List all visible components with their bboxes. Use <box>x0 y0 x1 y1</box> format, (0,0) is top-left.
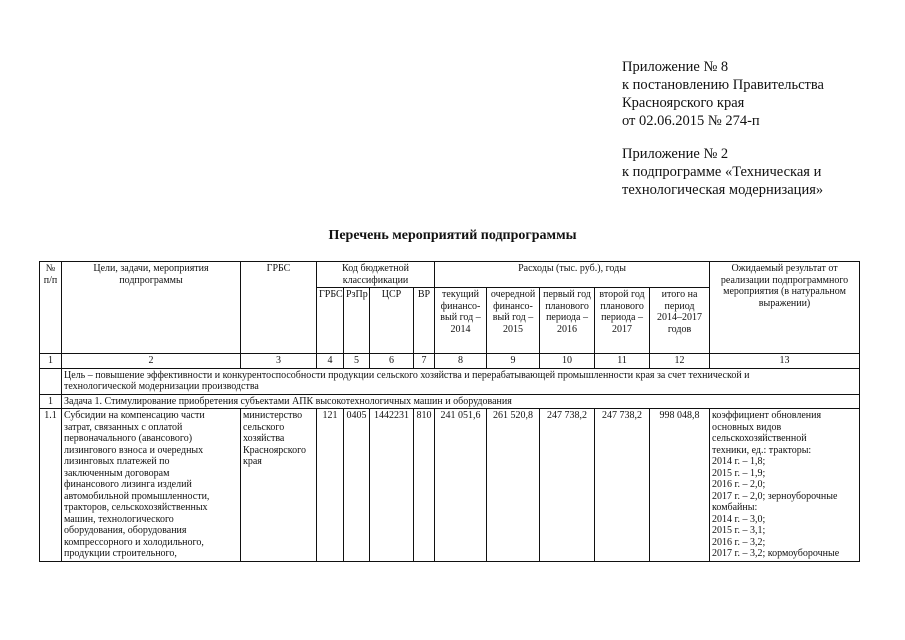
header-block <box>622 58 892 214</box>
header-num: № п/п <box>40 262 62 354</box>
column-numbers-row <box>40 354 860 369</box>
column-number: 10 <box>540 354 595 369</box>
measure-text-line: затрат, связанных с оплатой <box>64 421 183 433</box>
measure-result-line: 2017 г. – 2,0; зерноуборочные <box>712 490 838 502</box>
header-row-1 <box>40 262 860 288</box>
header-code-csr: ЦСР <box>370 288 414 354</box>
measure-grbs <box>241 409 317 562</box>
measure-result-line: 2016 г. – 2,0; <box>712 479 766 490</box>
measure-result-line: техники, ед.: тракторы: <box>712 444 812 456</box>
measure-result-line: 2014 г. – 1,8; <box>712 456 766 467</box>
header-code-vr: ВР <box>414 288 435 354</box>
measure-code-grbs: 121 <box>317 409 344 562</box>
measure-text-line: продукции строительного, <box>64 548 177 559</box>
column-number: 3 <box>241 354 317 369</box>
header-expense-2016: первый год планового периода – 2016 <box>540 288 595 354</box>
column-number: 9 <box>487 354 540 369</box>
header-expense-2014: текущий финансо-вый год – 2014 <box>435 288 487 354</box>
header-code-rzpr: РзПр <box>344 288 370 354</box>
measure-result-line: коэффициент обновления <box>712 410 822 421</box>
header-code-group: Код бюджетной классификации <box>317 262 435 288</box>
appendix-2-line: к подпрограмме «Техническая и <box>622 164 822 180</box>
measure-grbs-line: министерство <box>243 410 303 421</box>
measure-code-csr: 1442231 <box>370 409 414 562</box>
column-number: 5 <box>344 354 370 369</box>
document-title: Перечень мероприятий подпрограммы <box>328 228 577 243</box>
measure-result-line: сельскохозяйственной <box>712 433 807 444</box>
appendix-8-line: Приложение № 8 <box>622 59 729 75</box>
appendix-8-line: Красноярского края <box>622 95 745 111</box>
measure-text-line: лизинговых платежей по <box>64 456 170 467</box>
measure-result-line: 2014 г. – 3,0; <box>712 513 766 525</box>
measure-text-line: Субсидии на компенсацию части <box>64 410 205 421</box>
task-row <box>40 394 860 409</box>
measure-text-line: первоначального (авансового) <box>64 433 193 444</box>
column-number: 2 <box>62 354 241 369</box>
measure-result-line: 2015 г. – 3,1; <box>712 525 766 536</box>
appendix-8-line: к постановлению Правительства <box>622 77 824 93</box>
column-number: 7 <box>414 354 435 369</box>
measure-code-vr: 810 <box>414 409 435 562</box>
appendix-8-line: от 02.06.2015 № 274-п <box>622 113 760 129</box>
measure-text-line: тракторов, сельскохозяйственных <box>64 502 208 513</box>
column-number: 8 <box>435 354 487 369</box>
header-expenses-group: Расходы (тыс. руб.), годы <box>435 262 710 288</box>
measure-row <box>40 409 860 562</box>
column-number: 1 <box>40 354 62 369</box>
measure-text-line: заключенным договорам <box>64 467 170 479</box>
header-expense-2015: очередной финансо-вый год – 2015 <box>487 288 540 354</box>
header-expense-2017: второй год планового периода – 2017 <box>595 288 650 354</box>
measure-grbs-line: края <box>243 456 262 467</box>
appendix-2-block <box>622 145 892 199</box>
measure-result-line: 2015 г. – 1,9; <box>712 467 766 479</box>
measure-grbs-line: сельского <box>243 421 285 433</box>
column-number: 6 <box>370 354 414 369</box>
goal-num-cell <box>40 368 62 394</box>
measure-result-line: 2017 г. – 3,2; кормоуборочные <box>712 548 840 559</box>
measure-text-line: компрессорного и холодильного, <box>64 536 204 548</box>
measure-expense-total: 998 048,8 <box>650 409 710 562</box>
measure-text-line: финансового лизинга изделий <box>64 479 192 490</box>
measure-text-line: машин, технологического <box>64 513 174 525</box>
goal-text <box>62 368 860 394</box>
header-grbs: ГРБС <box>241 262 317 354</box>
measure-num: 1.1 <box>40 409 62 562</box>
header-expense-total: итого на период 2014–2017 годов <box>650 288 710 354</box>
measure-code-rzpr: 0405 <box>344 409 370 562</box>
column-number: 11 <box>595 354 650 369</box>
column-number: 4 <box>317 354 344 369</box>
appendix-2-line: Приложение № 2 <box>622 146 729 162</box>
header-code-grbs: ГРБС <box>317 288 344 354</box>
measure-expense-2017: 247 738,2 <box>595 409 650 562</box>
measure-expense-2015: 261 520,8 <box>487 409 540 562</box>
goal-row <box>40 368 860 394</box>
measures-table <box>39 261 860 562</box>
measure-text-line: оборудования, оборудования <box>64 525 187 536</box>
measure-result-line: основных видов <box>712 421 782 433</box>
task-num: 1 <box>40 394 62 409</box>
appendix-2-line: технологическая модернизация» <box>622 182 824 198</box>
measure-grbs-line: Красноярского <box>243 444 306 456</box>
column-number: 13 <box>710 354 860 369</box>
goal-text-line: Цель – повышение эффективности и конкурентоспособности продукции сельского хозяйства и перерабатывающей промышленности края за счет технической и <box>64 369 750 381</box>
appendix-8-block <box>622 58 892 130</box>
measure-text-line: автомобильной промышленности, <box>64 490 210 502</box>
column-number: 12 <box>650 354 710 369</box>
measure-text-line: лизингового взноса и очередных <box>64 444 204 456</box>
measure-expense-2014: 241 051,6 <box>435 409 487 562</box>
measure-result-line: комбайны: <box>712 502 758 513</box>
measure-text <box>62 409 241 562</box>
measure-result-line: 2016 г. – 3,2; <box>712 536 766 548</box>
measure-expense-2016: 247 738,2 <box>540 409 595 562</box>
header-goals: Цели, задачи, мероприятия подпрограммы <box>62 262 241 354</box>
goal-text-line: технологической модернизации производства <box>64 381 259 392</box>
header-result: Ожидаемый результат от реализации подпрограммного мероприятия (в натуральном выражении) <box>710 262 860 354</box>
measure-result <box>710 409 860 562</box>
measure-grbs-line: хозяйства <box>243 433 285 444</box>
task-text: Задача 1. Стимулирование приобретения субъектами АПК высокотехнологичных машин и оборудования <box>62 394 860 409</box>
